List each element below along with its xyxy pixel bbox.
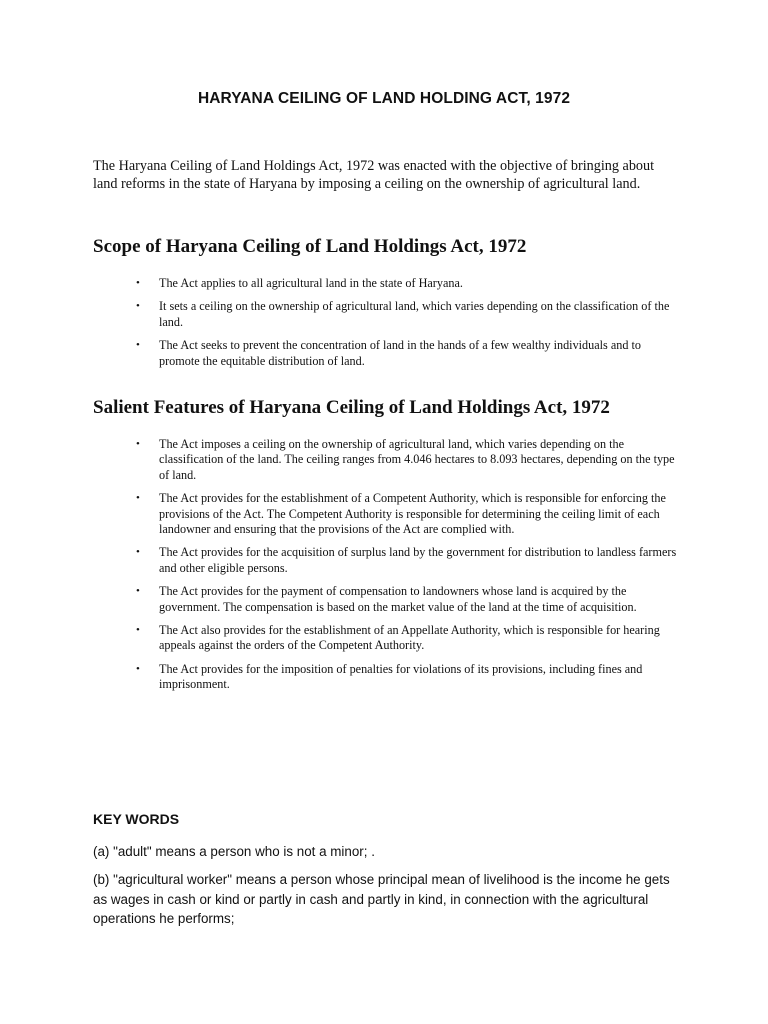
list-item: • The Act applies to all agricultural land in the state of Haryana. xyxy=(0,276,679,291)
keyword-definition-adult: (a) "adult" means a person who is not a minor; . xyxy=(93,844,375,859)
intro-paragraph: The Haryana Ceiling of Land Holdings Act, 1972 was enacted with the objective of bringing about land reforms in the state of Haryana by imposing a ceiling on the ownership of agricultural land. xyxy=(93,158,655,192)
list-item: • The Act provides for the establishment of a Competent Authority, which is responsible for enforcing the provisions of the Act. The Competent Authority is responsible for determining the ceiling limit of each landowner and ensuring that the provisions of the Act are complied with. xyxy=(0,491,679,537)
list-item: • The Act also provides for the establishment of an Appellate Authority, which is responsible for hearing appeals against the orders of the Competent Authority. xyxy=(0,623,679,654)
scope-list xyxy=(0,276,679,369)
document-title: HARYANA CEILING OF LAND HOLDING ACT, 1972 xyxy=(197,90,571,107)
scope-heading: Scope of Haryana Ceiling of Land Holdings Act, 1972 xyxy=(93,236,527,257)
list-item: • The Act seeks to prevent the concentration of land in the hands of a few wealthy individuals and to promote the equitable distribution of land. xyxy=(0,338,679,369)
list-item: • The Act provides for the imposition of penalties for violations of its provisions, including fines and imprisonment. xyxy=(0,662,679,693)
list-item: • It sets a ceiling on the ownership of agricultural land, which varies depending on the classification of the land. xyxy=(0,299,679,330)
list-item: • The Act provides for the acquisition of surplus land by the government for distribution to landless farmers and other eligible persons. xyxy=(0,545,679,576)
features-heading: Salient Features of Haryana Ceiling of Land Holdings Act, 1972 xyxy=(93,397,610,418)
keywords-heading: KEY WORDS xyxy=(93,811,180,827)
list-item: • The Act provides for the payment of compensation to landowners whose land is acquired by the government. The compensation is based on the market value of the land at the time of acquisition. xyxy=(0,584,679,615)
list-item: • The Act imposes a ceiling on the ownership of agricultural land, which varies depending on the classification of the land. The ceiling ranges from 4.046 hectares to 8.093 hectares, depending on the type of land. xyxy=(0,437,679,483)
keyword-definition-agricultural-worker: (b) "agricultural worker" means a person whose principal mean of livelihood is the income he gets as wages in cash or kind or partly in cash and partly in kind, in connection with the agricultural operations he performs; xyxy=(93,872,670,926)
features-list xyxy=(0,437,679,693)
